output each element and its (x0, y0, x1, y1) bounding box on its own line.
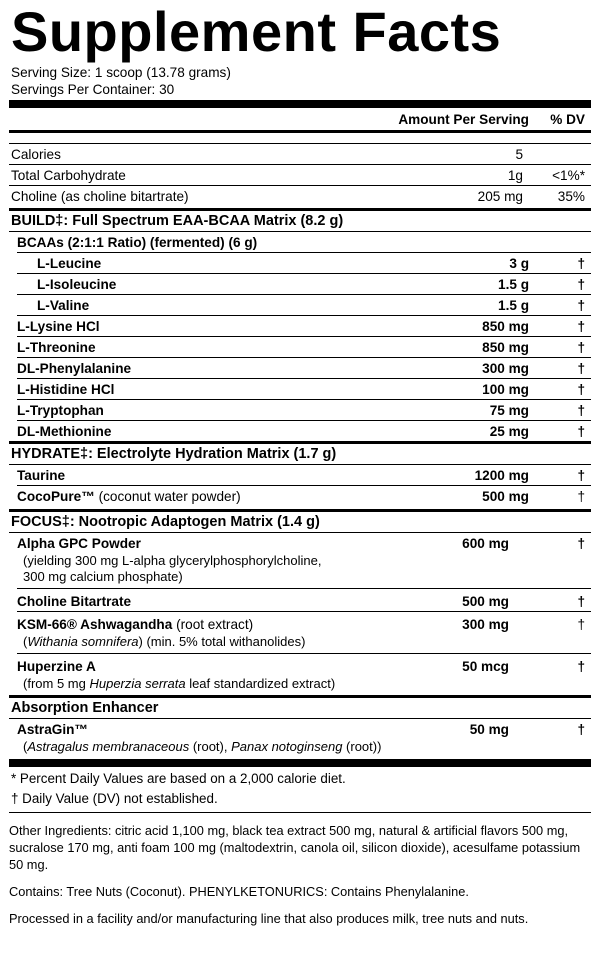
ingredient-row: L-Threonine 850 mg † (17, 340, 585, 355)
ingredient-note: (Withania somnifera) (min. 5% total withanolides) (23, 634, 306, 649)
nutrient-row-choline: Choline (as choline bitartrate) 205 mg 35% (11, 189, 585, 204)
dv-header: % DV (550, 112, 585, 127)
ingredient-row: L-Lysine HCl 850 mg † (17, 319, 585, 334)
footnote-dagger: † Daily Value (DV) not established. (11, 791, 218, 806)
divider (9, 130, 591, 133)
facility-statement: Processed in a facility and/or manufacturing line that also produces milk, tree nuts and nuts. (9, 911, 529, 926)
ingredient-row: CocoPure™ (coconut water powder) 500 mg † (17, 489, 585, 504)
ingredient-row: KSM-66® Ashwagandha (root extract) 300 mg † (17, 617, 585, 632)
panel-title: Supplement Facts (11, 0, 502, 63)
section-title-absorption: Absorption Enhancer (11, 700, 159, 716)
other-ingredients: Other Ingredients: citric acid 1,100 mg, black tea extract 500 mg, natural & artificial flavors 500 mg, sucralose 170 mg, anti foam 100 mg (maltodextrin, canola oil, silicon dioxide), acesulfame potassium 50 mg. (9, 823, 581, 872)
column-header (9, 108, 591, 130)
ingredient-row: AstraGin™ 50 mg † (17, 722, 585, 737)
ingredient-row: L-Leucine 3 g † (37, 256, 585, 271)
nutrient-row-calories: Calories 5 (11, 147, 523, 162)
ingredient-row: L-Histidine HCl 100 mg † (17, 382, 585, 397)
ingredient-note: (yielding 300 mg L-alpha glycerylphosphorylcholine, (23, 553, 322, 568)
serving-size: Serving Size: 1 scoop (13.78 grams) (11, 65, 231, 80)
ingredient-note: (Astragalus membranaceous (root), Panax notoginseng (root)) (23, 739, 382, 754)
section-title-focus: FOCUS‡: Nootropic Adaptogen Matrix (1.4 g) (11, 514, 320, 530)
section-title-hydrate: HYDRATE‡: Electrolyte Hydration Matrix (1.7 g) (11, 446, 337, 462)
ingredient-row: L-Tryptophan 75 mg † (17, 403, 585, 418)
ingredient-row: Alpha GPC Powder 600 mg † (17, 536, 585, 551)
amount-per-serving-header: Amount Per Serving (398, 112, 529, 127)
ingredient-row: L-Valine 1.5 g † (37, 298, 585, 313)
section-title-build: BUILD‡: Full Spectrum EAA-BCAA Matrix (8.2 g) (11, 213, 344, 229)
divider (9, 100, 591, 108)
allergen-statement: Contains: Tree Nuts (Coconut). PHENYLKETONURICS: Contains Phenylalanine. (9, 884, 469, 899)
ingredient-row: L-Isoleucine 1.5 g † (37, 277, 585, 292)
ingredient-note: 300 mg calcium phosphate) (23, 569, 183, 584)
divider (9, 812, 591, 813)
ingredient-note: (from 5 mg Huperzia serrata leaf standardized extract) (23, 676, 336, 691)
nutrient-row-carbohydrate: Total Carbohydrate 1g <1%* (11, 168, 585, 183)
ingredient-row: DL-Methionine 25 mg † (17, 424, 585, 439)
ingredient-row: DL-Phenylalanine 300 mg † (17, 361, 585, 376)
divider (9, 759, 591, 767)
servings-per-container: Servings Per Container: 30 (11, 82, 175, 97)
footnote-percent-dv: * Percent Daily Values are based on a 2,000 calorie diet. (11, 771, 346, 786)
bcaa-label: BCAAs (2:1:1 Ratio) (fermented) (6 g) (17, 235, 258, 250)
ingredient-row: Choline Bitartrate 500 mg † (17, 594, 585, 609)
supplement-facts-panel (9, 2, 591, 957)
ingredient-row: Huperzine A 50 mcg † (17, 659, 585, 674)
basic-nutrients (9, 143, 591, 208)
ingredient-row: Taurine 1200 mg † (17, 468, 585, 483)
